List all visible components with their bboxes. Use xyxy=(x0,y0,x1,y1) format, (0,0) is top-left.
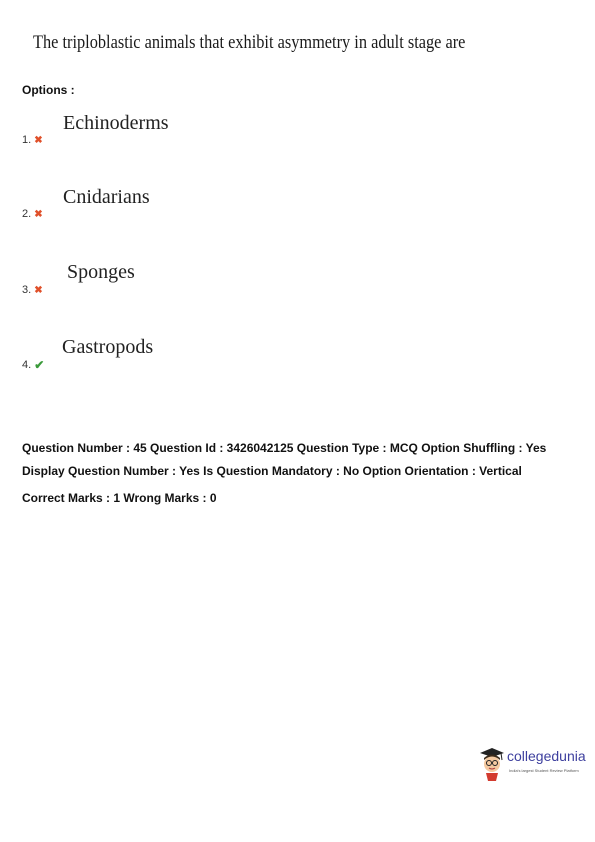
question-text: The triploblastic animals that exhibit asymmetry in adult stage are xyxy=(33,32,466,53)
option-number-2 xyxy=(22,208,43,220)
option-number-label: 2. xyxy=(22,208,32,220)
logo-wordmark: collegedunia xyxy=(507,748,586,764)
cross-icon: ✖ xyxy=(34,208,43,220)
cross-icon: ✖ xyxy=(34,284,43,296)
option-text-4: Gastropods xyxy=(62,336,154,358)
question-meta-line-2: Display Question Number : Yes Is Question Mandatory : No Option Orientation : Vertical xyxy=(22,464,522,478)
option-text-2: Cnidarians xyxy=(63,186,150,208)
cross-icon: ✖ xyxy=(34,134,43,146)
option-text-3: Sponges xyxy=(67,261,135,283)
option-number-label: 1. xyxy=(22,134,32,146)
check-icon: ✔ xyxy=(34,358,45,372)
option-number-label: 4. xyxy=(22,359,32,371)
option-number-label: 3. xyxy=(22,284,32,296)
options-label: Options : xyxy=(22,83,75,97)
question-meta-line-3: Correct Marks : 1 Wrong Marks : 0 xyxy=(22,491,217,505)
option-number-4 xyxy=(22,358,44,372)
mascot-icon xyxy=(477,745,507,783)
option-number-1 xyxy=(22,134,43,146)
logo-tagline: India's largest Student Review Platform xyxy=(509,768,579,773)
collegedunia-logo xyxy=(477,745,589,783)
option-text-1: Echinoderms xyxy=(63,112,169,134)
option-number-3 xyxy=(22,284,43,296)
question-meta-line-1: Question Number : 45 Question Id : 3426042125 Question Type : MCQ Option Shuffling : Yes xyxy=(22,441,547,455)
